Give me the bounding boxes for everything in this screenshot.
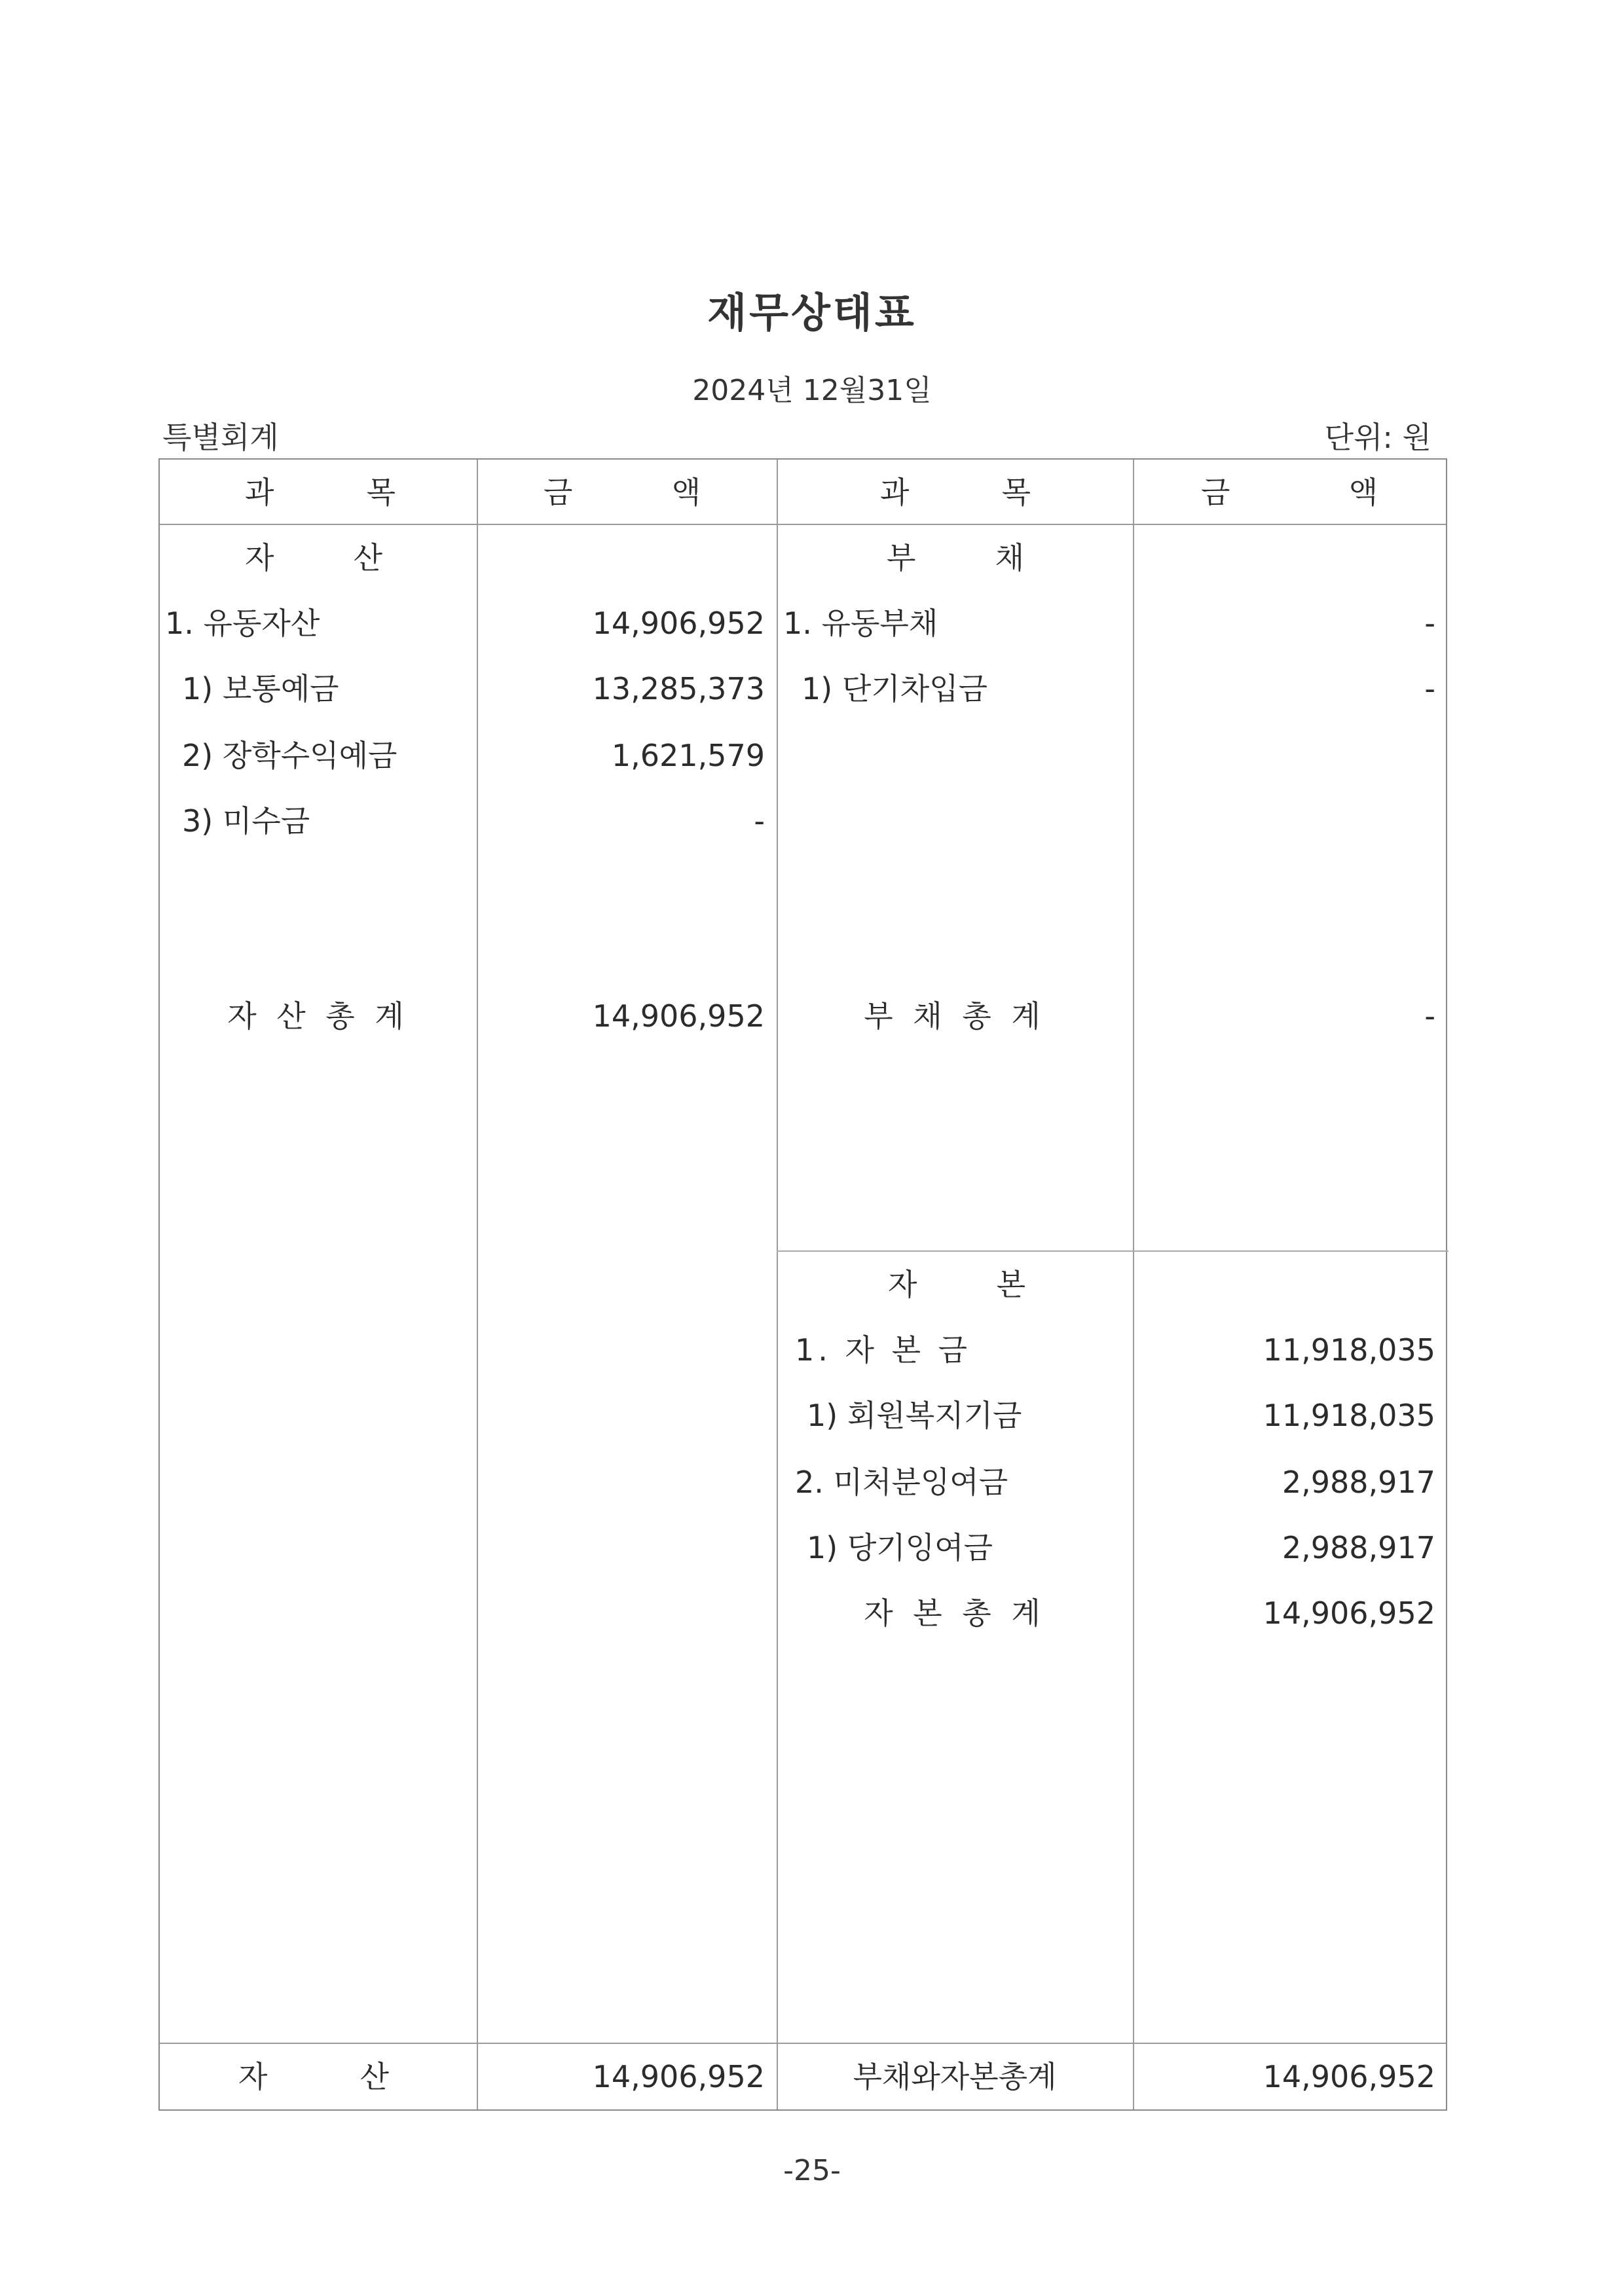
- equity-total-amount: 14,906,952: [1263, 1595, 1435, 1631]
- fund-label: 특별회계: [162, 420, 279, 455]
- liabilities-section-heading: 부 채: [887, 540, 1024, 575]
- equity-total-label: 자 본 총 계: [864, 1595, 1046, 1631]
- liability-row-label: 1. 유동부채: [783, 606, 938, 641]
- asset-row-label: 1. 유동자산: [165, 606, 320, 641]
- header-subject-left: 과 목: [245, 475, 396, 510]
- asset-row-amount: -: [754, 803, 765, 839]
- asset-row-amount: 13,285,373: [592, 671, 765, 706]
- liability-row-amount: -: [1424, 606, 1435, 641]
- footer-liab-equity-amount: 14,906,952: [1263, 2059, 1435, 2094]
- equity-row-amount: 2,988,917: [1282, 1465, 1435, 1500]
- equity-divider: [777, 1250, 1449, 1252]
- asset-row-label: 3) 미수금: [182, 803, 310, 839]
- equity-row-amount: 11,918,035: [1263, 1398, 1435, 1433]
- report-date: 2024년 12월31일: [692, 374, 932, 407]
- liabilities-total-label: 부 채 총 계: [864, 998, 1046, 1034]
- assets-total-amount: 14,906,952: [592, 998, 765, 1034]
- page-number: -25-: [783, 2154, 841, 2187]
- equity-row-label: 2. 미처분잉여금: [795, 1465, 1008, 1500]
- assets-total-label: 자 산 총 계: [227, 998, 409, 1034]
- asset-row-amount: 1,621,579: [611, 738, 765, 773]
- unit-label: 단위: 원: [1324, 420, 1431, 455]
- header-amount-right: 금 액: [1201, 475, 1378, 510]
- equity-row-amount: 2,988,917: [1282, 1530, 1435, 1565]
- asset-row-label: 2) 장학수익예금: [182, 738, 397, 773]
- liabilities-total-amount: -: [1424, 998, 1435, 1034]
- page-title: 재무상태표: [707, 289, 917, 337]
- footer-assets-label: 자 산: [238, 2059, 389, 2094]
- footer-liab-equity-label: 부채와자본총계: [853, 2059, 1057, 2094]
- equity-row-label: 1) 회원복지기금: [807, 1398, 1022, 1433]
- equity-row-label: 1. 자 본 금: [795, 1332, 972, 1368]
- header-amount-left: 금 액: [544, 475, 701, 510]
- footer-assets-amount: 14,906,952: [592, 2059, 765, 2094]
- balance-sheet-table: [158, 458, 1447, 2111]
- equity-row-label: 1) 당기잉여금: [807, 1530, 993, 1565]
- col-divider: [777, 460, 778, 2109]
- assets-section-heading: 자 산: [245, 540, 382, 575]
- asset-row-amount: 14,906,952: [592, 606, 765, 641]
- header-subject-right: 과 목: [880, 475, 1031, 510]
- liability-row-label: 1) 단기차입금: [802, 671, 988, 706]
- asset-row-label: 1) 보통예금: [182, 671, 339, 706]
- liability-row-amount: -: [1424, 671, 1435, 706]
- equity-row-amount: 11,918,035: [1263, 1332, 1435, 1368]
- equity-section-heading: 자 본: [888, 1267, 1025, 1302]
